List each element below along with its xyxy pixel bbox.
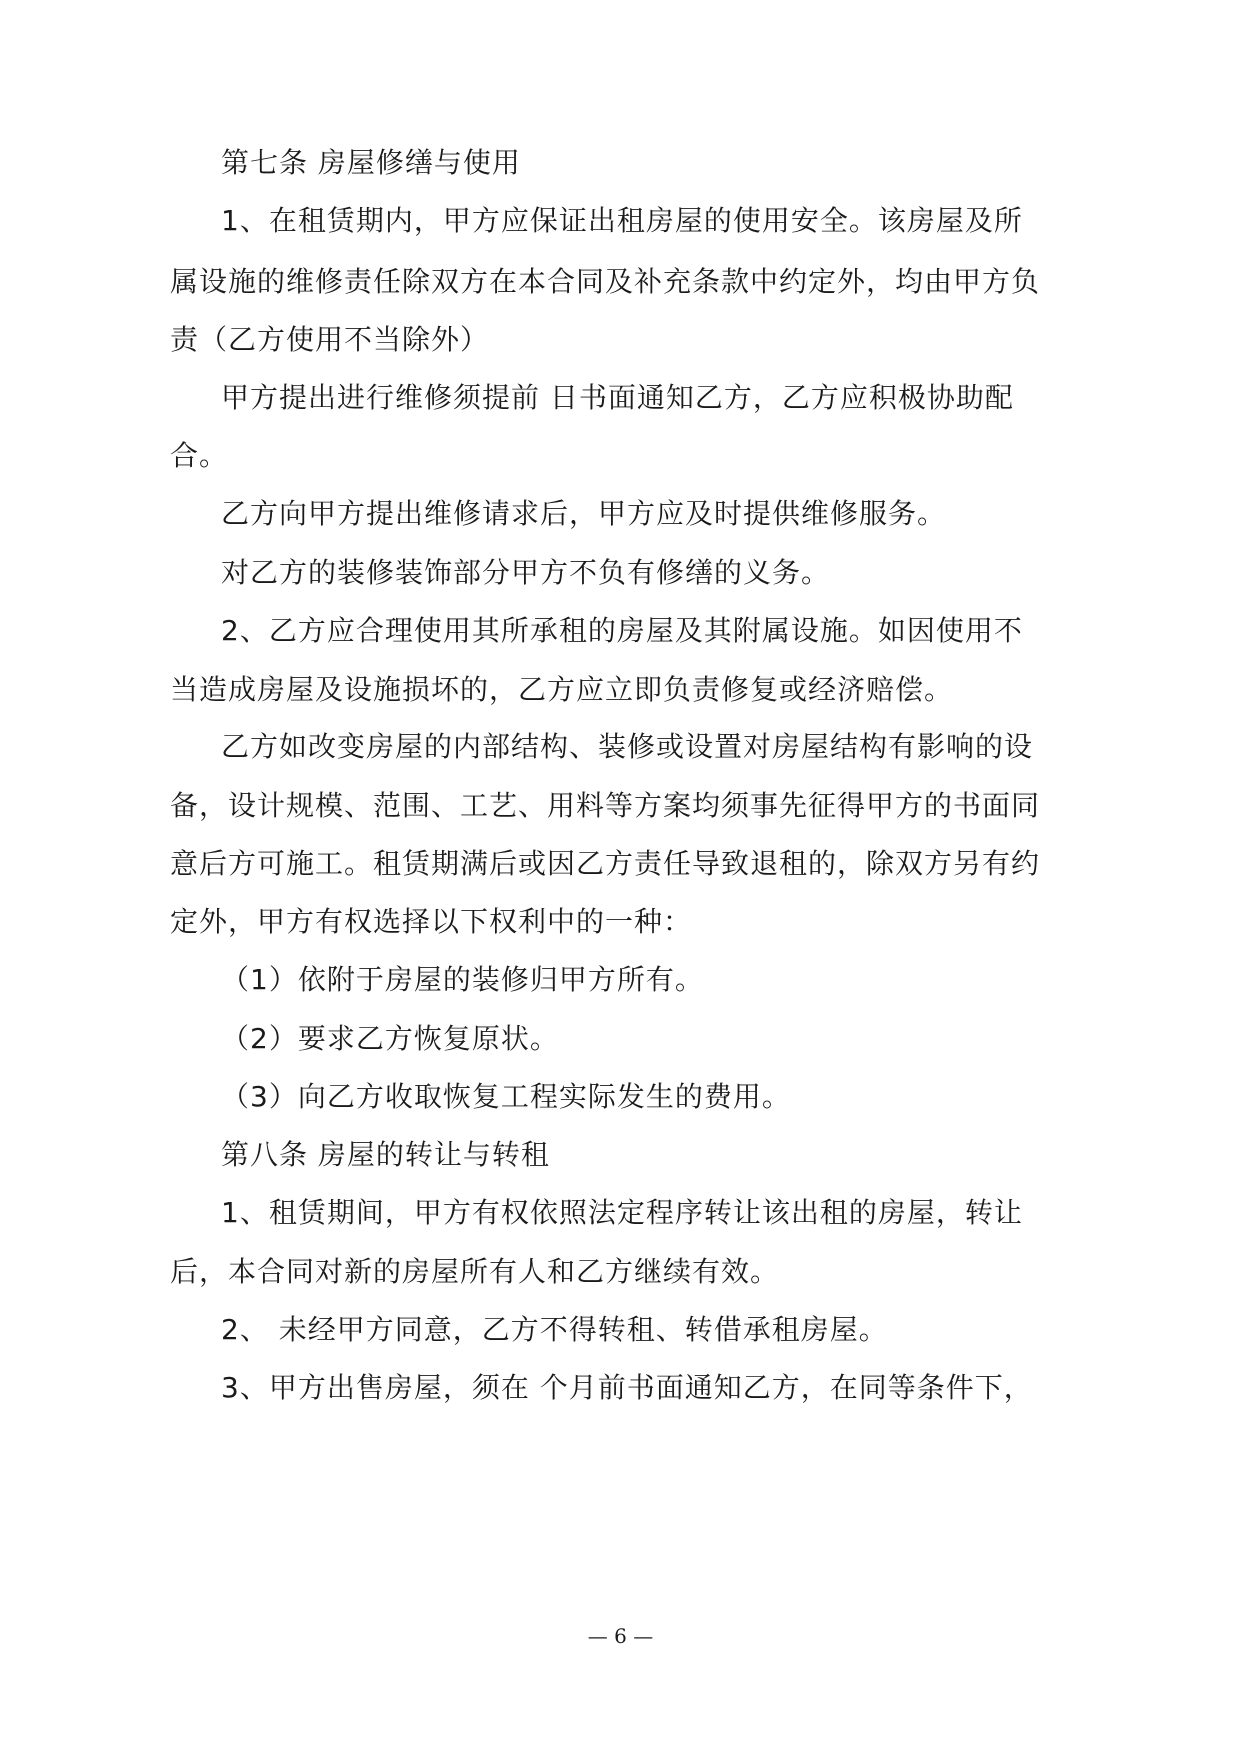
paragraph-line: 当造成房屋及设施损坏的，乙方应立即负责修复或经济赔偿。 — [170, 673, 954, 706]
paragraph-line: 属设施的维修责任除双方在本合同及补充条款中约定外，均由甲方负 — [170, 265, 1041, 298]
paragraph-line: 意后方可施工。租赁期满后或因乙方责任导致退租的，除双方另有约 — [170, 847, 1041, 880]
list-item: （3）向乙方收取恢复工程实际发生的费用。 — [221, 1080, 791, 1113]
paragraph-line: 合。 — [170, 439, 229, 472]
paragraph-line: 乙方如改变房屋的内部结构、装修或设置对房屋结构有影响的设 — [221, 730, 1034, 763]
paragraph-line: 备，设计规模、范围、工艺、用料等方案均须事先征得甲方的书面同 — [170, 789, 1041, 822]
paragraph-line: 责（乙方使用不当除外） — [170, 323, 490, 356]
heading-article-8: 第八条 房屋的转让与转租 — [221, 1138, 550, 1171]
paragraph-line: 2、乙方应合理使用其所承租的房屋及其附属设施。如因使用不 — [221, 614, 1023, 647]
paragraph-line: 1、在租赁期内，甲方应保证出租房屋的使用安全。该房屋及所 — [221, 204, 1023, 237]
list-item: （2）要求乙方恢复原状。 — [221, 1022, 559, 1055]
paragraph-line: 1、租赁期间，甲方有权依照法定程序转让该出租的房屋，转让 — [221, 1196, 1023, 1229]
paragraph-line: 甲方提出进行维修须提前 日书面通知乙方，乙方应积极协助配 — [221, 381, 1014, 414]
list-item: （1）依附于房屋的装修归甲方所有。 — [221, 963, 704, 996]
paragraph-line: 3、甲方出售房屋，须在 个月前书面通知乙方，在同等条件下， — [221, 1371, 1033, 1404]
paragraph-line: 后，本合同对新的房屋所有人和乙方继续有效。 — [170, 1255, 780, 1288]
page-number: — 6 — — [587, 1624, 654, 1648]
paragraph-line: 定外，甲方有权选择以下权利中的一种： — [170, 905, 693, 938]
heading-article-7: 第七条 房屋修缮与使用 — [221, 146, 521, 179]
paragraph-line: 乙方向甲方提出维修请求后，甲方应及时提供维修服务。 — [221, 497, 947, 530]
paragraph-line: 对乙方的装修装饰部分甲方不负有修缮的义务。 — [221, 556, 831, 589]
paragraph-line: 2、 未经甲方同意，乙方不得转租、转借承租房屋。 — [221, 1313, 888, 1346]
